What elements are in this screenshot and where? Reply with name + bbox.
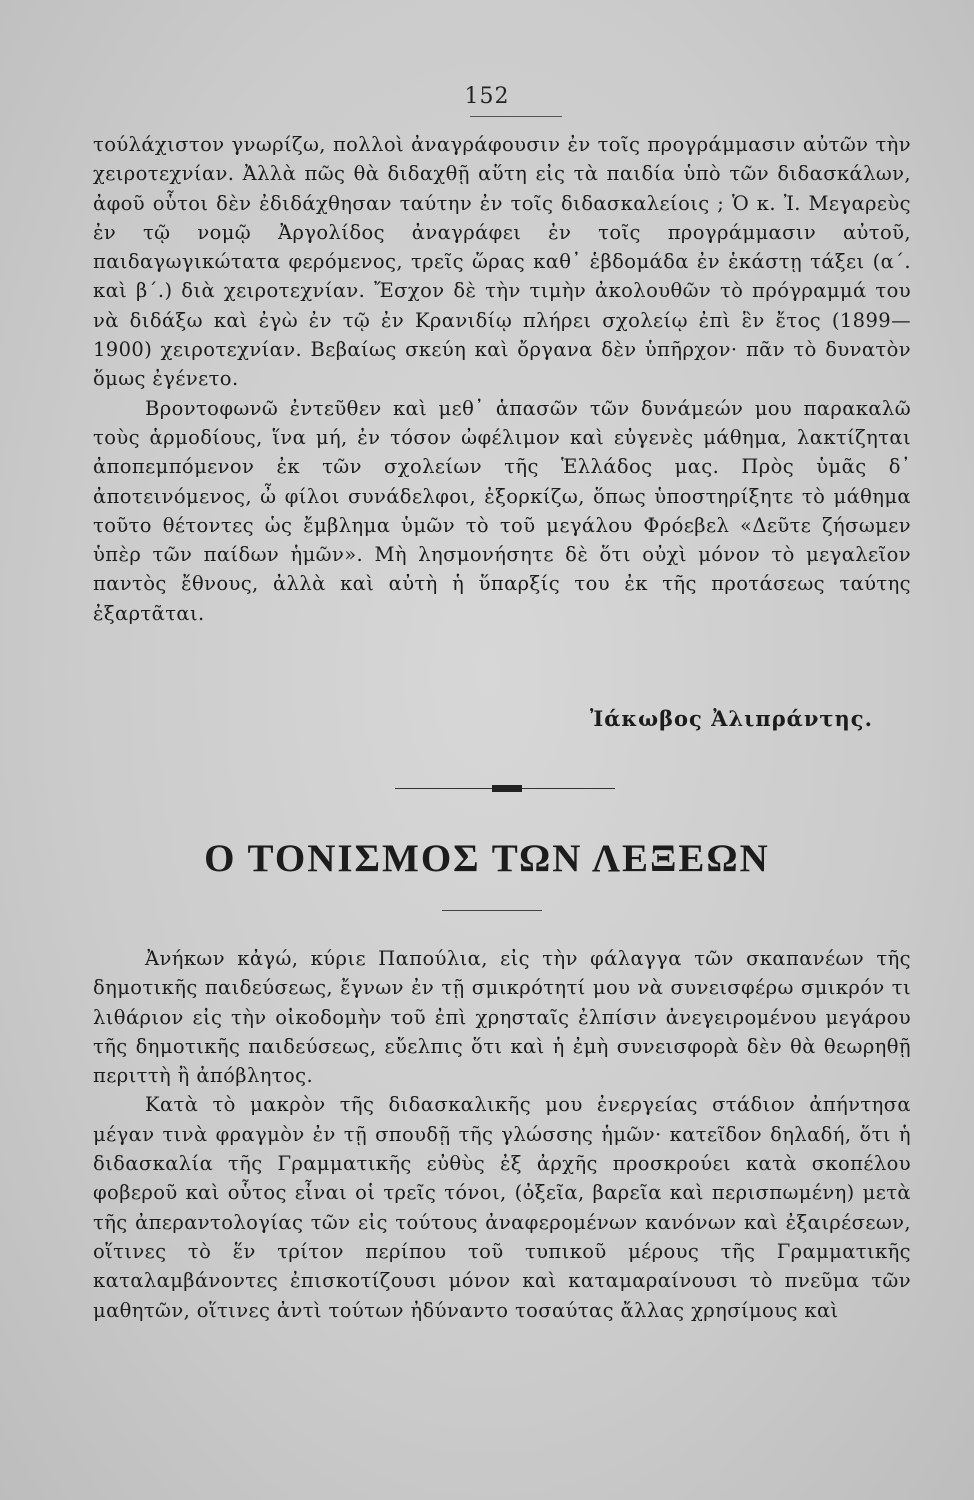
article-title: Ο ΤΟΝΙΣΜΟΣ ΤΩΝ ΛΕΞΕΩΝ	[204, 837, 770, 880]
section-separator-mark	[492, 785, 522, 792]
paragraph: Ἀνήκων κἀγώ, κύριε Παπούλια, εἰς τὴν φάλαγγα τῶν σκαπανέων τῆς δημοτικῆς παιδεύσεως, ἔγνων ἐν τῇ σμικρότητί μου νὰ συνεισφέρω σμικρόν τι λιθάριον εἰς τὴν οἰκοδομὴν τοῦ ἐπὶ χρησταῖς ἐλπίσιν ἀνεγειρομένου μεγάρου τῆς δημοτικῆς παιδεύσεως, εὔελπις ὅτι καὶ ἡ ἐμὴ συνεισφορὰ δὲν θὰ θεωρηθῇ περιττὴ ἢ ἀπόβλητος.	[93, 947, 911, 1088]
author-signature: Ἰάκωβος Ἀλιπράντης.	[590, 706, 873, 731]
paragraph: Βροντοφωνῶ ἐντεῦθεν καὶ μεθ᾽ ἁπασῶν τῶν δυνάμεών μου παρακαλῶ τοὺς ἁρμοδίους, ἵνα μή, ἐν τόσον ὠφέλιμον καὶ εὐγενὲς μάθημα, λακτίζηται ἀποπεμπόμενον ἐκ τῶν σχολείων τῆς Ἑλλάδος μας. Πρὸς ὑμᾶς δ᾽ ἀποτεινόμενος, ὦ φίλοι συνάδελφοι, ἐξορκίζω, ὅπως ὑποστηρίξητε τὸ μάθημα τοῦτο θέτοντες ὡς ἔμβλημα ὑμῶν τὸ τοῦ μεγάλου Φρόεβελ «Δεῦτε ζήσωμεν ὑπὲρ τῶν παίδων ἡμῶν». Μὴ λησμονήσητε δὲ ὅτι οὐχὶ μόνον τὸ μεγαλεῖον παντὸς ἔθνους, ἀλλὰ καὶ αὐτὴ ἡ ὕπαρξίς του ἐκ τῆς προτάσεως ταύτης ἐξαρτᾶται.	[93, 396, 911, 625]
title-underline	[442, 910, 542, 911]
page-number: 152	[464, 84, 510, 109]
page-number-rule	[470, 116, 562, 117]
paragraph: Κατὰ τὸ μακρὸν τῆς διδασκαλικῆς μου ἐνεργείας στάδιον ἀπήντησα μέγαν τινὰ φραγμὸν ἐν τῇ σπουδῇ τῆς γλώσσης ἡμῶν· κατεῖδον δηλαδή, ὅτι ἡ διδασκαλία τῆς Γραμματικῆς εὐθὺς ἐξ ἀρχῆς προσκρούει κατὰ σκοπέλου φοβεροῦ καὶ οὗτος εἶναι οἱ τρεῖς τόνοι, (ὀξεῖα, βαρεῖα καὶ περισπωμένη) μετὰ τῆς ἀπεραντολογίας τῶν εἰς τούτους ἀναφερομένων κανόνων καὶ ἐξαιρέσεων, οἵτινες τὸ ἕν τρίτον περίπου τοῦ τυπικοῦ μέρους τῆς Γραμματικῆς καταλαμβάνοντες ἐπισκοτίζουσι μόνον καὶ καταμαραίνουσι τὸ πνεῦμα τῶν μαθητῶν, οἵτινες ἀντὶ τούτων ἠδύναντο τοσαύτας ἄλλας χρησίμους καὶ	[93, 1093, 911, 1322]
article-body-part1	[93, 130, 911, 628]
article-body-part2	[93, 944, 911, 1325]
paragraph: τούλάχιστον γνωρίζω, πολλοὶ ἀναγράφουσιν ἐν τοῖς προγράμμασιν αὐτῶν τὴν χειροτεχνίαν. Ἀλλὰ πῶς θὰ διδαχθῇ αὕτη εἰς τὰ παιδία ὑπὸ τῶν διδασκάλων, ἀφοῦ οὗτοι δὲν ἐδιδάχθησαν ταύτην ἐν τοῖς διδασκαλείοις ; Ὁ κ. Ἰ. Μεγαρεὺς ἐν τῷ νομῷ Ἀργολίδος ἀναγράφει ἐν τοῖς προγράμμασιν αὐτοῦ, παιδαγωγικώτατα φερόμενος, τρεῖς ὥρας καθ᾽ ἑβδομάδα ἐν ἑκάστῃ τάξει (α΄. καὶ β΄.) διὰ χειροτεχνίαν. Ἔσχον δὲ τὴν τιμὴν ἀκολουθῶν τὸ πρόγραμμά του νὰ διδάξω καὶ ἐγὼ ἐν τῷ ἐν Κρανιδίῳ πλήρει σχολείῳ ἐπὶ ἓν ἔτος (1899—1900) χειροτεχνίαν. Βεβαίως σκεύη καὶ ὄργανα δὲν ὑπῆρχον· πᾶν τὸ δυνατὸν ὅμως ἐγένετο.	[93, 133, 911, 391]
